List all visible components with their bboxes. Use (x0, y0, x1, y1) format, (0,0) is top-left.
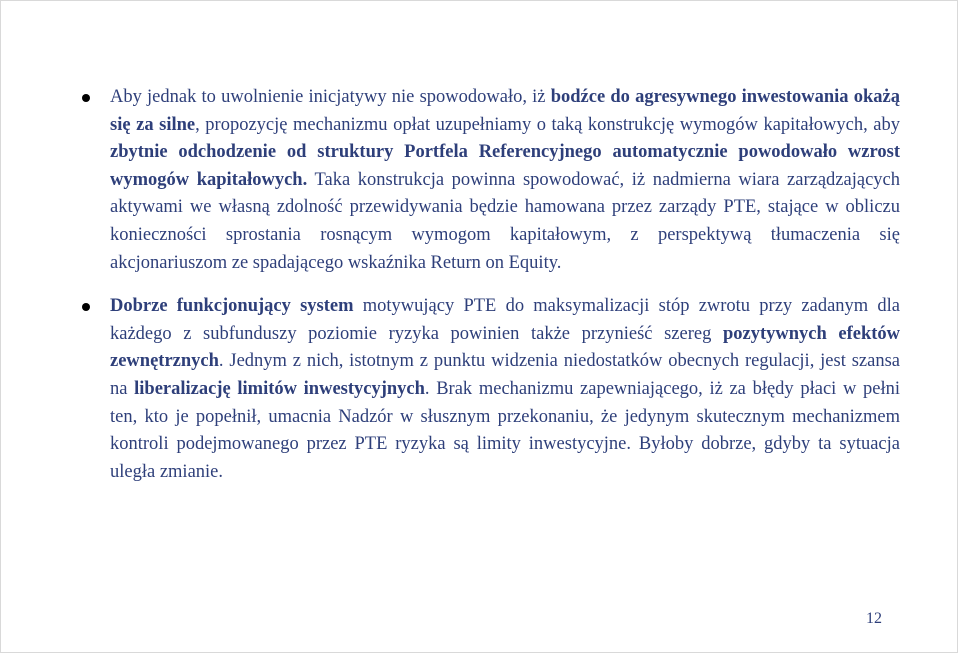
text-segment: motywujący PTE do maksymalizacji stóp zwrotu przy zadanym dla każdego z subfunduszy poziomie ryzyka powinien także przynieść szereg (110, 296, 900, 344)
bold-text-segment: Dobrze funkcjonujący system (110, 296, 354, 317)
bullet-list (80, 84, 900, 502)
page-number: 12 (866, 610, 882, 627)
text-segment: . Jednym z nich, istotnym z punktu widzenia niedostatków obecnych regulacji, jest szansa na (110, 351, 900, 399)
text-segment: , propozycję mechanizmu opłat uzupełniamy o taką konstrukcję wymogów kapitałowych, aby (195, 114, 900, 135)
paragraph-text (110, 87, 900, 273)
bold-text-segment: pozytywnych efektów zewnętrznych (110, 323, 901, 372)
text-segment: . Brak mechanizmu zapewniającego, iż za błędy płaci w pełni ten, kto je popełnił, umacnia Nadzór w słusznym przekonaniu, że jedynym skutecznym mechanizmem kontroli podejmowanego przez PTE ryzyka są limity inwestycyjne. Byłoby dobrze, gdyby ta sytuacja uległa zmianie. (110, 378, 900, 482)
paragraph-text (110, 296, 900, 482)
bullet-item-incentives (80, 84, 900, 277)
bold-text-segment: zbytnie odchodzenie od struktury Portfela Referencyjnego automatycznie powodowało wzrost wymogów kapitałowych. (110, 142, 900, 190)
bold-text-segment: bodźce do agresywnego inwestowania okażą się za silne (110, 87, 900, 135)
bullet-dot-icon (82, 303, 90, 311)
bullet-dot-icon (82, 94, 90, 102)
bullet-item-system (80, 293, 900, 486)
bold-text-segment: liberalizację limitów inwestycyjnych (134, 378, 425, 399)
text-segment: Taka konstrukcja powinna spowodować, iż nadmierna wiara zarządzających aktywami we własną zdolność przewidywania będzie hamowana przez zarządy PTE, stające w obliczu konieczności sprostania rosnącym wymogom kapitałowym, z perspektywą tłumaczenia się akcjonariuszom ze spadającego wskaźnika Return on Equity. (110, 169, 901, 273)
text-segment: Aby jednak to uwolnienie inicjatywy nie spowodowało, iż (110, 87, 551, 107)
